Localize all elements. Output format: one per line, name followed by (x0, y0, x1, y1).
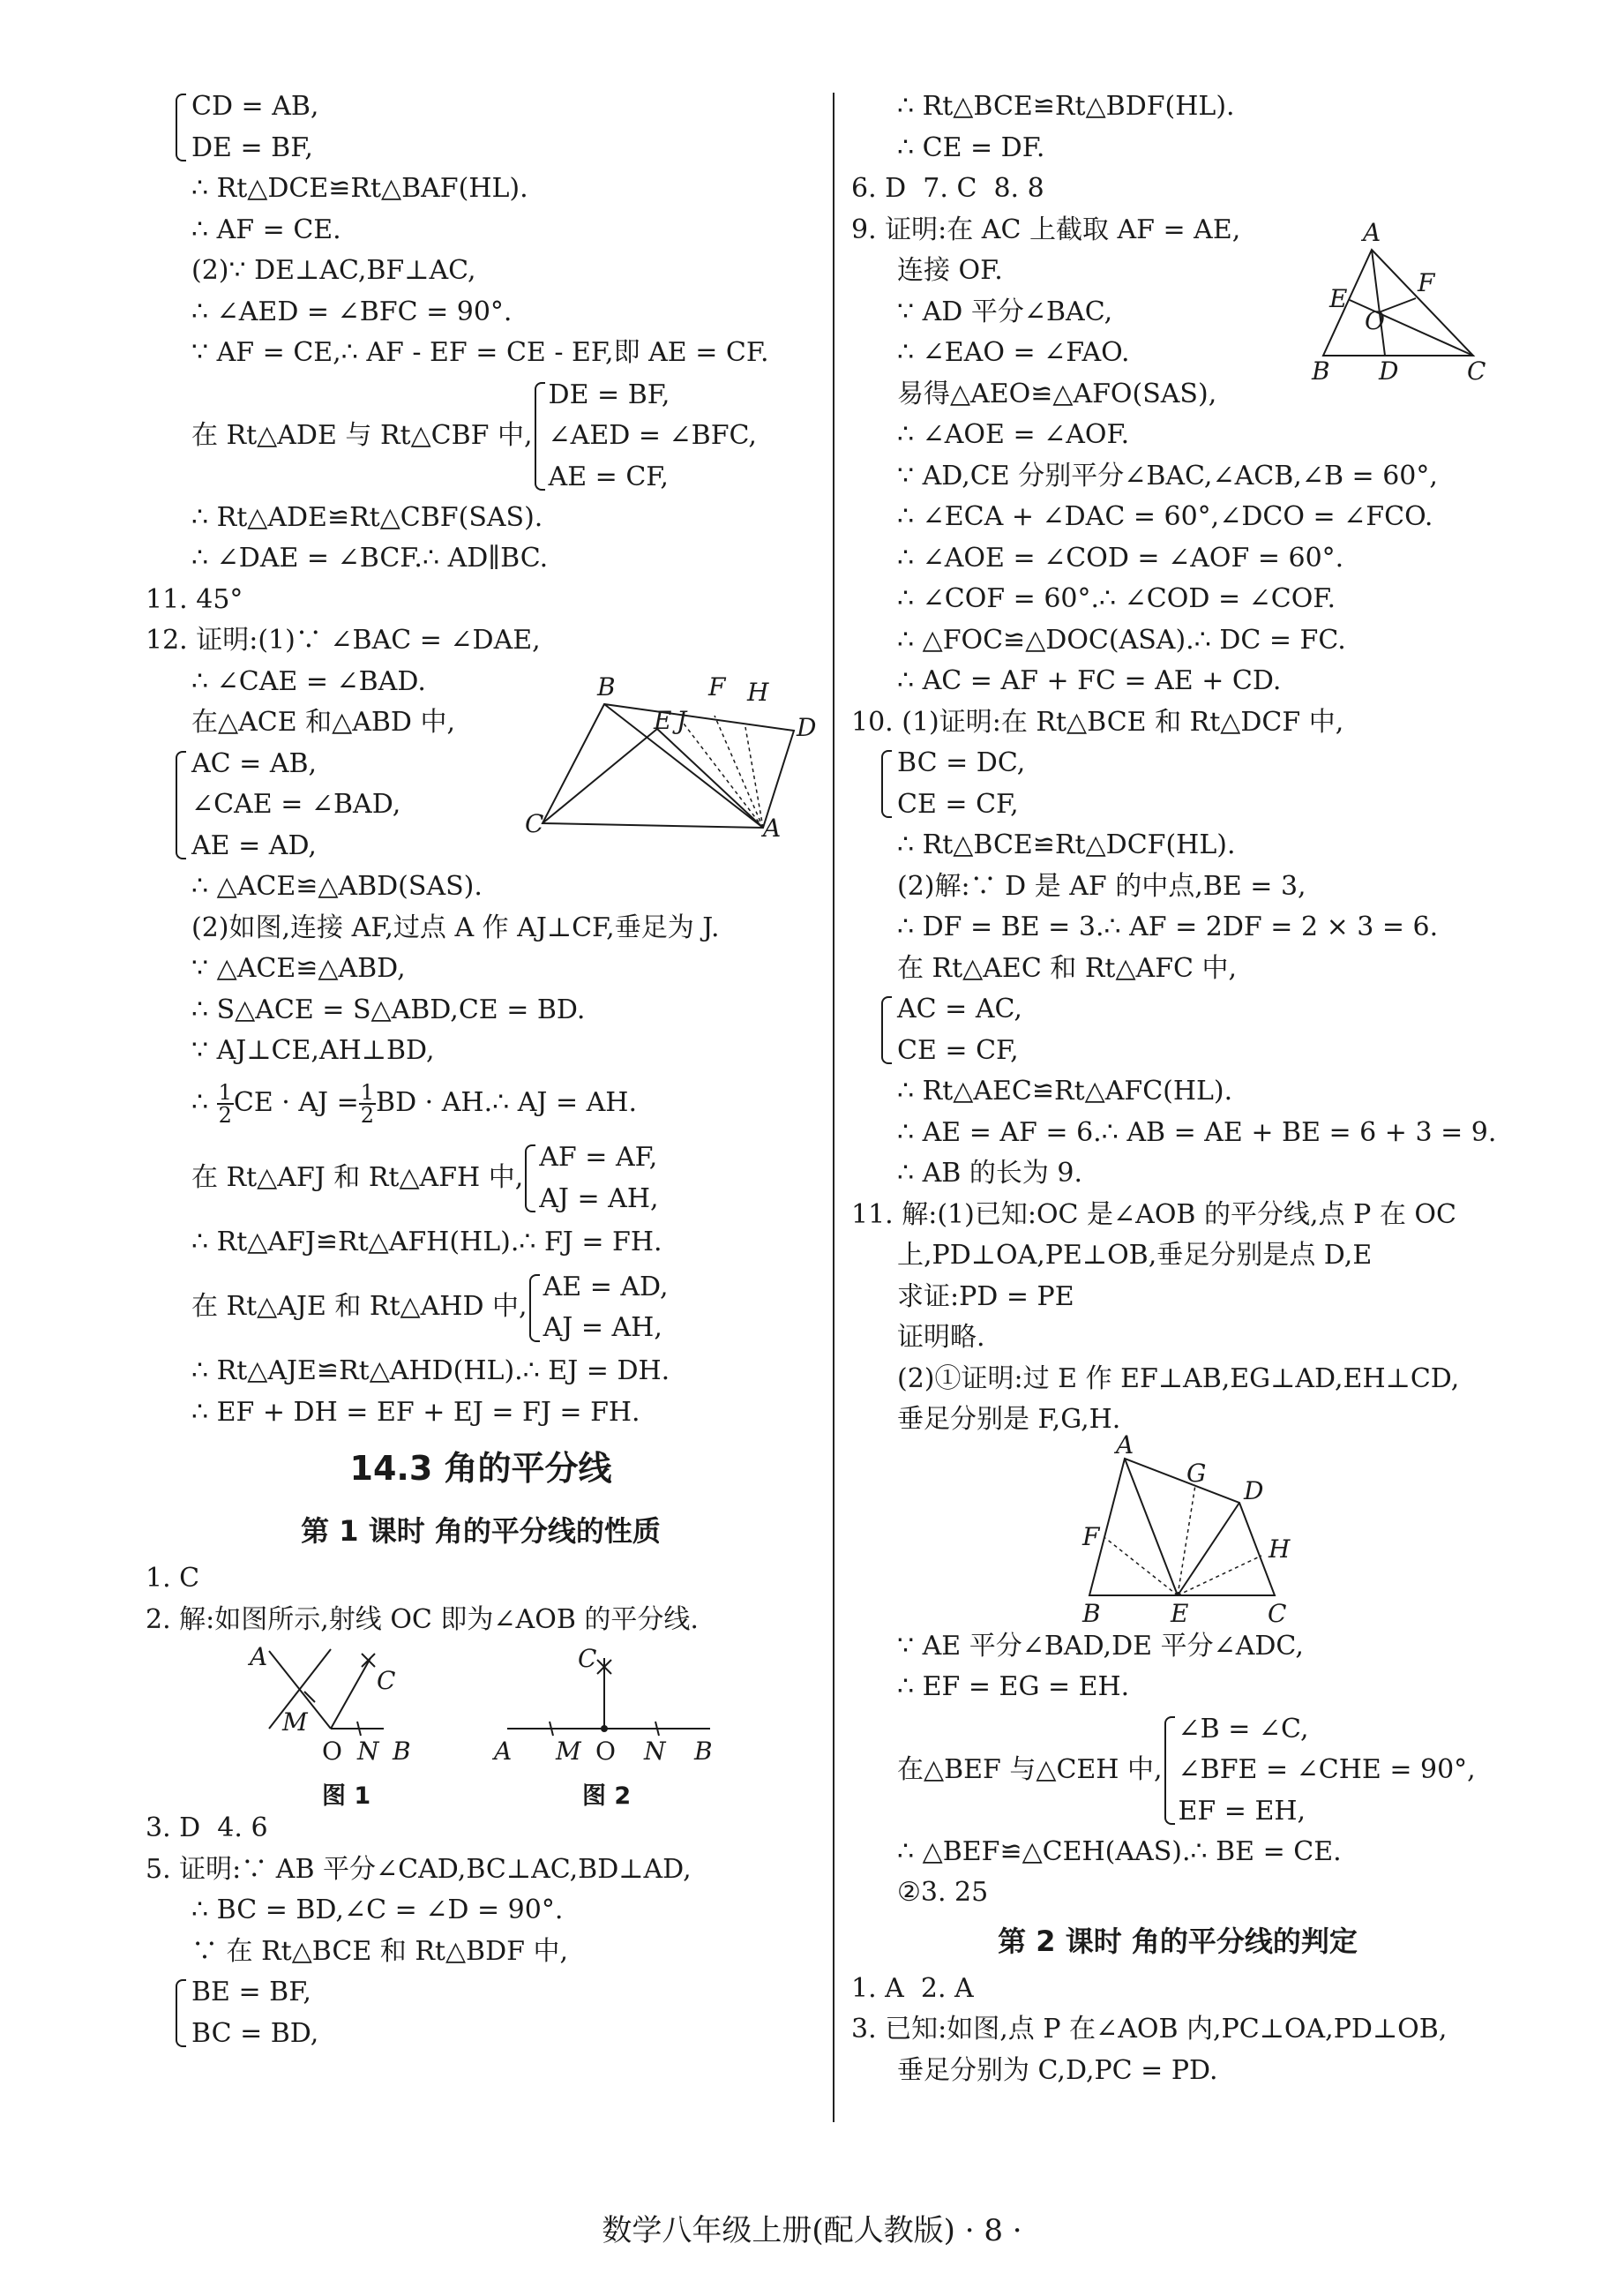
text-line: ∴ △BEF≌△CEH(AAS).∴ BE = CE. (897, 1835, 1342, 1867)
label-h: H (1269, 1534, 1291, 1564)
label-e: E (654, 706, 672, 735)
segment-eg (1178, 1485, 1195, 1595)
text-line: ∴ Rt△AJE≌Rt△AHD(HL).∴ EJ = DH. (191, 1355, 670, 1386)
label-f: F (1418, 268, 1435, 297)
system-line: BE = BF, (191, 1977, 311, 2007)
text-line: ∴ ∠AOE = ∠COD = ∠AOF = 60°. (897, 542, 1344, 574)
label-a: A (1116, 1429, 1134, 1459)
system-cd-ab (146, 86, 816, 169)
figure-2 (491, 1644, 713, 1810)
text-part: CE · AJ = (233, 1086, 359, 1118)
text-line: 在 Rt△AEC 和 Rt△AFC 中, (897, 952, 1238, 984)
text-line: ∵ AD 平分∠BAC, (897, 296, 1113, 327)
text-line: ∴ ∠COF = 60°.∴ ∠COD = ∠COF. (897, 583, 1336, 614)
system-prefix: 在 Rt△AJE 和 Rt△AHD 中, (191, 1291, 528, 1322)
text-line: ∴ AF = CE. (191, 214, 341, 245)
figure-2-caption: 图 2 (582, 1782, 632, 1810)
label-d: D (1379, 356, 1399, 386)
right-column (851, 86, 1504, 2091)
label-j: J (677, 706, 687, 735)
text-line: ∴ BC = BD,∠C = ∠D = 90°. (191, 1895, 564, 1925)
label-c: C (1467, 356, 1486, 386)
system-line: AJ = AH, (539, 1182, 659, 1214)
angle-bisector-figures (146, 1640, 816, 1808)
system-line: ∠AED = ∠BFC, (548, 420, 757, 452)
question-11: 11. 解:(1)已知:OC 是∠AOB 的平分线,点 P 在 OC (851, 1198, 1456, 1230)
text-line: CD = AB, (191, 91, 319, 122)
question-3: 3. 已知:如图,点 P 在∠AOB 内,PC⊥OA,PD⊥OB, (851, 2014, 1448, 2045)
text-line: ∵ △ACE≌△ABD, (191, 953, 406, 984)
system-line: AF = AF, (539, 1142, 658, 1173)
text-line: ∴ CE = DF. (897, 131, 1045, 163)
text-line: ∵ AE 平分∠BAD,DE 平分∠ADC, (897, 1630, 1304, 1662)
fraction-half (359, 1079, 376, 1128)
text-line: ∴ ∠EAO = ∠FAO. (897, 337, 1130, 368)
system-aje-ahd (528, 1267, 669, 1349)
label-f: F (708, 672, 726, 702)
text-line: ∴ EF + DH = EF + EJ = FJ = FH. (191, 1396, 640, 1428)
text-line: ∴ ∠CAE = ∠BAD. (191, 665, 426, 697)
segment-ae (1125, 1459, 1178, 1595)
text-line: 垂足分别为 C,D,PC = PD. (897, 2054, 1218, 2086)
system-line: EF = EH, (1178, 1795, 1306, 1827)
system-line: AJ = AH, (543, 1312, 662, 1343)
figure-1 (247, 1642, 411, 1810)
question-11: 11. 45° (146, 583, 243, 615)
system-prefix: 在 Rt△AFJ 和 Rt△AFH 中, (191, 1161, 524, 1193)
question-5: 5. 证明:∵ AB 平分∠CAD,BC⊥AC,BD⊥AD, (146, 1853, 692, 1885)
label-a: A (494, 1737, 513, 1766)
segment-ce (543, 729, 657, 823)
figure-row-angle-bisector (146, 1640, 816, 1808)
ray-oc (331, 1658, 370, 1729)
label-b: B (1312, 356, 1330, 386)
system-row-bef-ceh (851, 1708, 1504, 1832)
numerator: 1 (218, 1079, 232, 1105)
column-divider (833, 93, 834, 2122)
figure-1-caption: 图 1 (322, 1782, 371, 1810)
system-be-bc (146, 1972, 816, 2054)
text-line: (2)如图,连接 AF,过点 A 作 AJ⊥CF,垂足为 J. (191, 912, 720, 943)
text-line: ∴ Rt△AEC≌Rt△AFC(HL). (897, 1076, 1233, 1107)
text-line: ∴ EF = EG = EH. (897, 1671, 1130, 1702)
label-b: B (393, 1737, 411, 1766)
system-ade-cbf (533, 375, 757, 499)
fraction-half (217, 1079, 234, 1128)
segment-ad (1372, 250, 1385, 356)
system-line: ∠CAE = ∠BAD, (191, 789, 401, 820)
system-bef-ceh (1163, 1709, 1476, 1833)
system-ac-ce (851, 989, 1504, 1071)
text-line: 求证:PD = PE (897, 1280, 1074, 1312)
question-12: 12. 证明:(1)∵ ∠BAC = ∠DAE, (146, 625, 541, 656)
system-line: ∠BFE = ∠CHE = 90°, (1178, 1754, 1476, 1786)
system-line: AC = AB, (191, 747, 318, 779)
text-line: ∴ ∠AED = ∠BFC = 90°. (191, 296, 513, 327)
label-e: E (1171, 1598, 1189, 1628)
question-2: 2. 解:如图所示,射线 OC 即为∠AOB 的平分线. (146, 1603, 699, 1635)
text-line: ∵ AJ⊥CE,AH⊥BD, (191, 1035, 435, 1066)
left-column (146, 86, 816, 2054)
cross-mark (362, 1654, 375, 1667)
system-line: CE = CF, (897, 1034, 1019, 1066)
system-row-aje-ahd (146, 1263, 816, 1351)
system-line: ∠B = ∠C, (1178, 1713, 1309, 1745)
figure-q11-row (851, 1429, 1504, 1628)
text-line: ∴ △ACE≌△ABD(SAS). (191, 871, 483, 902)
lesson-title: 第 2 课时 角的平分线的判定 (998, 1924, 1358, 1958)
fraction-line (146, 1072, 816, 1134)
denominator: 2 (360, 1102, 375, 1128)
page-footer: 数学八年级上册(配人教版) · 8 · (602, 2213, 1022, 2248)
text-line: 上,PD⊥OA,PE⊥OB,垂足分别是点 D,E (897, 1240, 1373, 1271)
label-a: A (763, 814, 782, 843)
text-part: BD · AH.∴ AJ = AH. (376, 1086, 637, 1118)
questions-1-2: 1. A 2. A (851, 1972, 974, 2004)
label-m: M (282, 1707, 308, 1737)
question-10: 10. (1)证明:在 Rt△BCE 和 Rt△DCF 中, (851, 706, 1344, 738)
text-line: 在△ACE 和△ABD 中, (191, 707, 456, 738)
text-line: ∴ Rt△BCE≌Rt△DCF(HL). (897, 829, 1236, 860)
label-c: C (578, 1644, 597, 1673)
system-row-afj-afh (146, 1134, 816, 1222)
system-line: AE = AD, (191, 829, 317, 861)
text-line: 证明略. (897, 1322, 985, 1353)
lesson-title: 第 1 课时 角的平分线的性质 (301, 1514, 661, 1548)
system-line: BC = BD, (191, 2017, 319, 2049)
label-b: B (597, 672, 616, 702)
label-d: D (1244, 1475, 1264, 1505)
figure-q12 (525, 669, 817, 843)
point-o (601, 1725, 608, 1732)
text-line: 易得△AEO≌△AFO(SAS), (897, 378, 1217, 409)
text-line: ②3. 25 (897, 1877, 989, 1908)
label-c: C (377, 1666, 396, 1695)
system-line: AE = AD, (543, 1271, 669, 1302)
text-line: ∵ AF = CE,∴ AF - EF = CE - EF,即 AE = CF. (191, 337, 769, 368)
label-b: B (1082, 1598, 1101, 1628)
therefore-symbol: ∴ (191, 1086, 209, 1118)
label-a: A (250, 1642, 268, 1671)
system-line: CE = CF, (897, 788, 1019, 820)
system-prefix: 在△BEF 与△CEH 中, (897, 1753, 1163, 1785)
label-m: M (556, 1737, 581, 1766)
text-line: ∴ Rt△AFJ≌Rt△AFH(HL).∴ FJ = FH. (191, 1226, 662, 1257)
system-line: AE = CF, (548, 461, 669, 492)
label-n: N (357, 1737, 379, 1766)
denominator: 2 (218, 1102, 232, 1128)
text-line: ∴ AE = AF = 6.∴ AB = AE + BE = 6 + 3 = 9. (897, 1116, 1497, 1148)
section-title: 14.3 角的平分线 (349, 1449, 612, 1488)
text-line: (2)解:∵ D 是 AF 的中点,BE = 3, (897, 870, 1306, 902)
text-line: ∴ Rt△BCE≌Rt△BDF(HL). (897, 91, 1235, 122)
segment-de (1178, 1503, 1239, 1595)
text-line: ∴ DF = BE = 3.∴ AF = 2DF = 2 × 3 = 6. (897, 912, 1439, 942)
figure-q11 (1063, 1429, 1310, 1628)
text-line: DE = BF, (191, 131, 313, 163)
segment-ae (657, 729, 763, 828)
text-line: ∴ Rt△DCE≌Rt△BAF(HL). (191, 173, 528, 204)
system-afj-afh (523, 1137, 658, 1219)
system-prefix: 在 Rt△ADE 与 Rt△CBF 中, (191, 419, 533, 451)
label-e: E (1329, 284, 1348, 313)
text-line: ∴ ∠AOE = ∠AOF. (897, 419, 1130, 450)
label-f: F (1082, 1521, 1100, 1551)
label-o: O (595, 1737, 616, 1766)
system-line: BC = DC, (897, 747, 1026, 778)
label-h: H (747, 678, 769, 707)
numerator: 1 (360, 1079, 375, 1105)
question-3-4: 3. D 4. 6 (146, 1812, 268, 1843)
label-c: C (525, 809, 544, 838)
text-line: 连接 OF. (897, 255, 1003, 286)
text-line: ∴ S△ACE = S△ABD,CE = BD. (191, 994, 586, 1025)
text-line: ∵ 在 Rt△BCE 和 Rt△BDF 中, (191, 1935, 569, 1967)
label-a: A (1363, 218, 1381, 247)
label-d: D (797, 713, 817, 742)
question-1: 1. C (146, 1563, 200, 1594)
label-g: G (1186, 1458, 1207, 1488)
system-bc-ce (851, 743, 1504, 825)
label-c: C (1268, 1598, 1287, 1628)
text-line: (2)∵ DE⊥AC,BF⊥AC, (191, 255, 476, 286)
text-line: ∴ Rt△ADE≌Rt△CBF(SAS). (191, 501, 543, 533)
label-b: B (694, 1737, 713, 1766)
label-o: O (1365, 306, 1385, 335)
text-line: ∴ AC = AF + FC = AE + CD. (897, 665, 1282, 696)
system-line: AC = AC, (897, 994, 1022, 1024)
text-line: ∴ ∠DAE = ∠BCF.∴ AD∥BC. (191, 543, 549, 574)
text-line: 垂足分别是 F,G,H. (897, 1404, 1121, 1435)
answers-6-8: 6. D 7. C 8. 8 (851, 173, 1044, 204)
label-n: N (644, 1737, 666, 1766)
label-o: O (322, 1737, 342, 1766)
text-line: ∴ AB 的长为 9. (897, 1158, 1083, 1189)
question-9: 9. 证明:在 AC 上截取 AF = AE, (851, 214, 1241, 245)
system-line: DE = BF, (548, 379, 670, 410)
segment-af (715, 716, 763, 828)
text-line: ∴ △FOC≌△DOC(ASA).∴ DC = FC. (897, 624, 1346, 656)
system-row-ade-cbf (146, 374, 816, 498)
text-line: ∴ ∠ECA + ∠DAC = 60°,∠DCO = ∠FCO. (897, 501, 1433, 532)
text-line: ∵ AD,CE 分别平分∠BAC,∠ACB,∠B = 60°, (897, 460, 1438, 491)
text-line: (2)①证明:过 E 作 EF⊥AB,EG⊥AD,EH⊥CD, (897, 1362, 1460, 1394)
figure-q9 (1275, 218, 1486, 386)
